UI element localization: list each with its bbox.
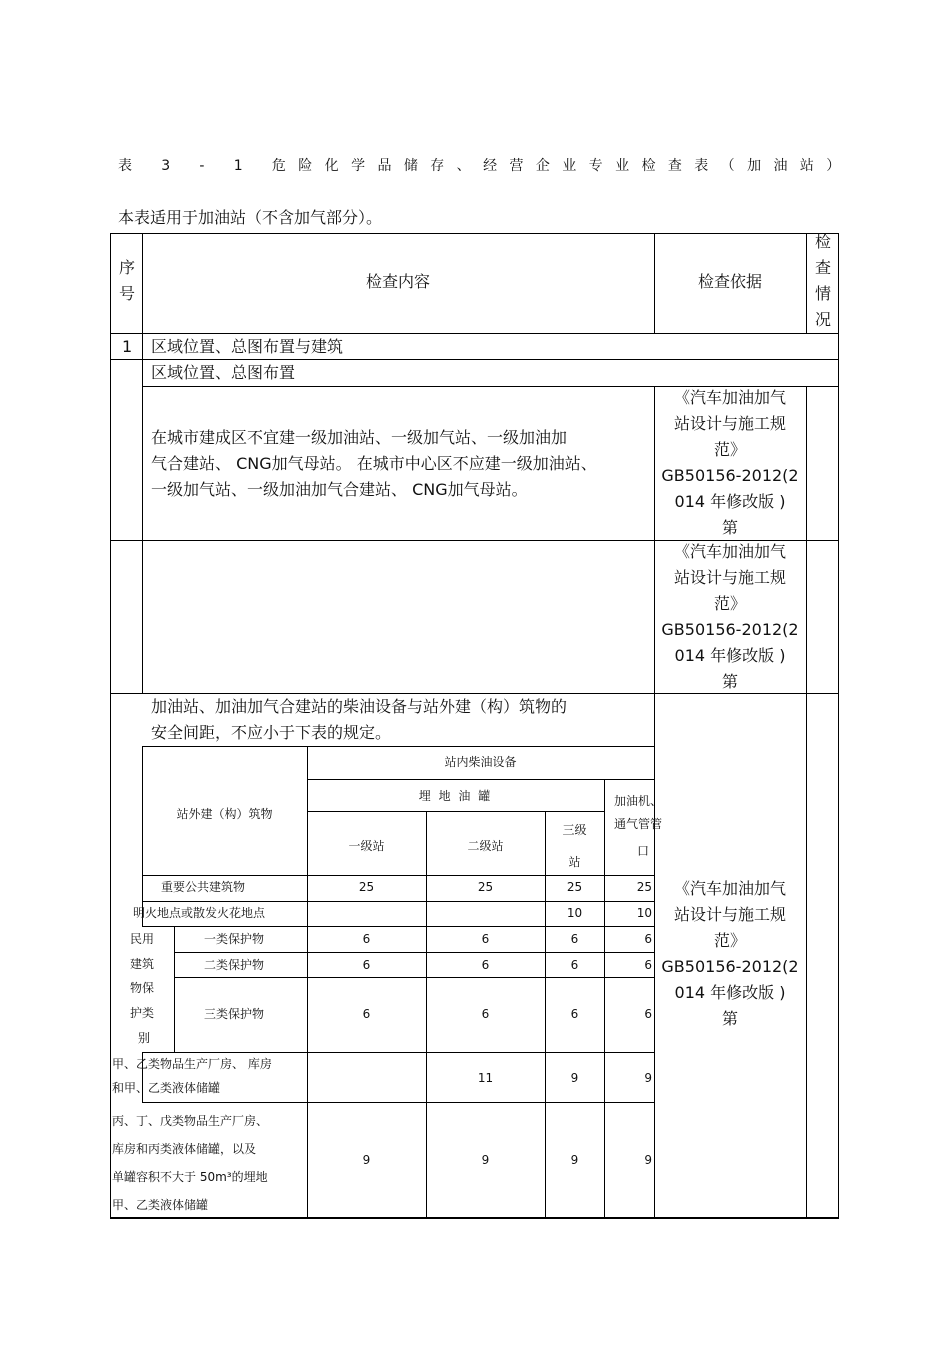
section-number: 1 — [122, 337, 133, 356]
civil-group-line5: 别 — [138, 1031, 151, 1045]
inspection-table — [110, 233, 839, 1218]
row-label-class-cde-4: 甲、乙类液体储罐 — [112, 1198, 209, 1212]
header-content: 检查内容 — [365, 272, 430, 291]
value-cell: 9 — [644, 1071, 652, 1085]
value-cell: 25 — [636, 880, 652, 894]
civil-group-line3: 物保 — [130, 981, 155, 995]
value-cell: 6 — [644, 1007, 652, 1021]
level1-header: 一级站 — [348, 839, 385, 853]
row-label-important-public: 重要公共建筑物 — [161, 880, 246, 894]
level3-header-line2: 站 — [568, 855, 581, 869]
civil-group-line2: 建筑 — [130, 957, 155, 971]
row-label-class-cde-3: 单罐容积不大于 50m³的埋地 — [112, 1170, 268, 1184]
civil-group-line1: 民用 — [130, 932, 155, 946]
equipment-header: 站内柴油设备 — [444, 755, 517, 769]
value-cell: 6 — [570, 1007, 579, 1021]
subsection-title: 区域位置、总图布置 — [151, 363, 296, 382]
value-cell: 6 — [570, 932, 579, 946]
value-cell: 6 — [570, 958, 579, 972]
value-cell: 6 — [481, 1007, 490, 1021]
item1-basis: 《汽车加油加气 站设计与施工规 范》 GB50156-2012(2 014 年修改版 ) 第 — [661, 388, 799, 537]
row-label-class-ab-1: 甲、乙类物品生产厂房、 库房 — [112, 1057, 272, 1071]
row-label-class2: 二类保护物 — [204, 958, 265, 972]
row-label-class1: 一类保护物 — [204, 932, 265, 946]
value-cell: 25 — [477, 880, 494, 894]
header-status: 检 查 情 况 — [814, 232, 831, 329]
row-label-class-cde-1: 丙、丁、戊类物品生产厂房、 — [112, 1114, 269, 1128]
value-cell: 9 — [570, 1153, 579, 1167]
value-cell: 6 — [481, 958, 490, 972]
item3-basis: 《汽车加油加气 站设计与施工规 范》 GB50156-2012(2 014 年修改版 ) 第 — [661, 879, 799, 1028]
level2-header: 二级站 — [467, 839, 504, 853]
civil-group-line4: 护类 — [130, 1006, 155, 1020]
value-cell: 6 — [644, 932, 652, 946]
value-cell: 9 — [644, 1153, 652, 1167]
value-cell: 25 — [566, 880, 583, 894]
level3-header-line1: 三级 — [562, 823, 587, 837]
value-cell: 25 — [358, 880, 375, 894]
document-title: 表 3 - 1 危险化学品储存、经营企业专业检查表（加油站） — [118, 158, 853, 174]
dispenser-header-line3: 口 — [637, 844, 650, 858]
tank-header: 埋 地 油 罐 — [418, 789, 493, 803]
value-cell: 6 — [362, 1007, 371, 1021]
document-note: 本表适用于加油站（不含加气部分）。 — [118, 208, 383, 227]
dispenser-header-line2: 通气管管 — [614, 817, 663, 831]
row-label-class-cde-2: 库房和丙类液体储罐，以及 — [112, 1142, 257, 1156]
row-label-class3: 三类保护物 — [204, 1007, 265, 1021]
value-cell: 9 — [481, 1153, 490, 1167]
value-cell: 10 — [636, 906, 652, 920]
value-cell: 10 — [566, 906, 583, 920]
item2-basis: 《汽车加油加气 站设计与施工规 范》 GB50156-2012(2 014 年修改版 ) 第 — [661, 542, 799, 691]
row-label-class-ab-2: 和甲、乙类液体储罐 — [112, 1081, 221, 1095]
item1-line1: 在城市建成区不宜建一级加油站、一级加气站、一级加油加 — [151, 428, 568, 447]
item1-line2: 气合建站、 CNG加气母站。 在城市中心区不应建一级加油站、 — [151, 454, 597, 473]
building-header: 站外建（构）筑物 — [176, 807, 273, 821]
row-label-open-fire: 明火地点或散发火花地点 — [133, 906, 266, 920]
item3-line2: 安全间距，不应小于下表的规定。 — [151, 723, 392, 742]
header-seq: 序 号 — [118, 258, 135, 303]
value-cell: 11 — [477, 1071, 494, 1085]
item3-line1: 加油站、加油加气合建站的柴油设备与站外建（构）筑物的 — [151, 697, 568, 716]
value-cell: 6 — [362, 958, 371, 972]
header-basis: 检查依据 — [697, 272, 762, 291]
section-title: 区域位置、总图布置与建筑 — [151, 337, 344, 356]
value-cell: 9 — [362, 1153, 371, 1167]
value-cell: 6 — [362, 932, 371, 946]
dispenser-header-line1: 加油机、 — [614, 794, 663, 808]
item1-line3: 一级加气站、一级加油加气合建站、 CNG加气母站。 — [151, 480, 528, 499]
value-cell: 9 — [570, 1071, 579, 1085]
value-cell: 6 — [644, 958, 652, 972]
value-cell: 6 — [481, 932, 490, 946]
